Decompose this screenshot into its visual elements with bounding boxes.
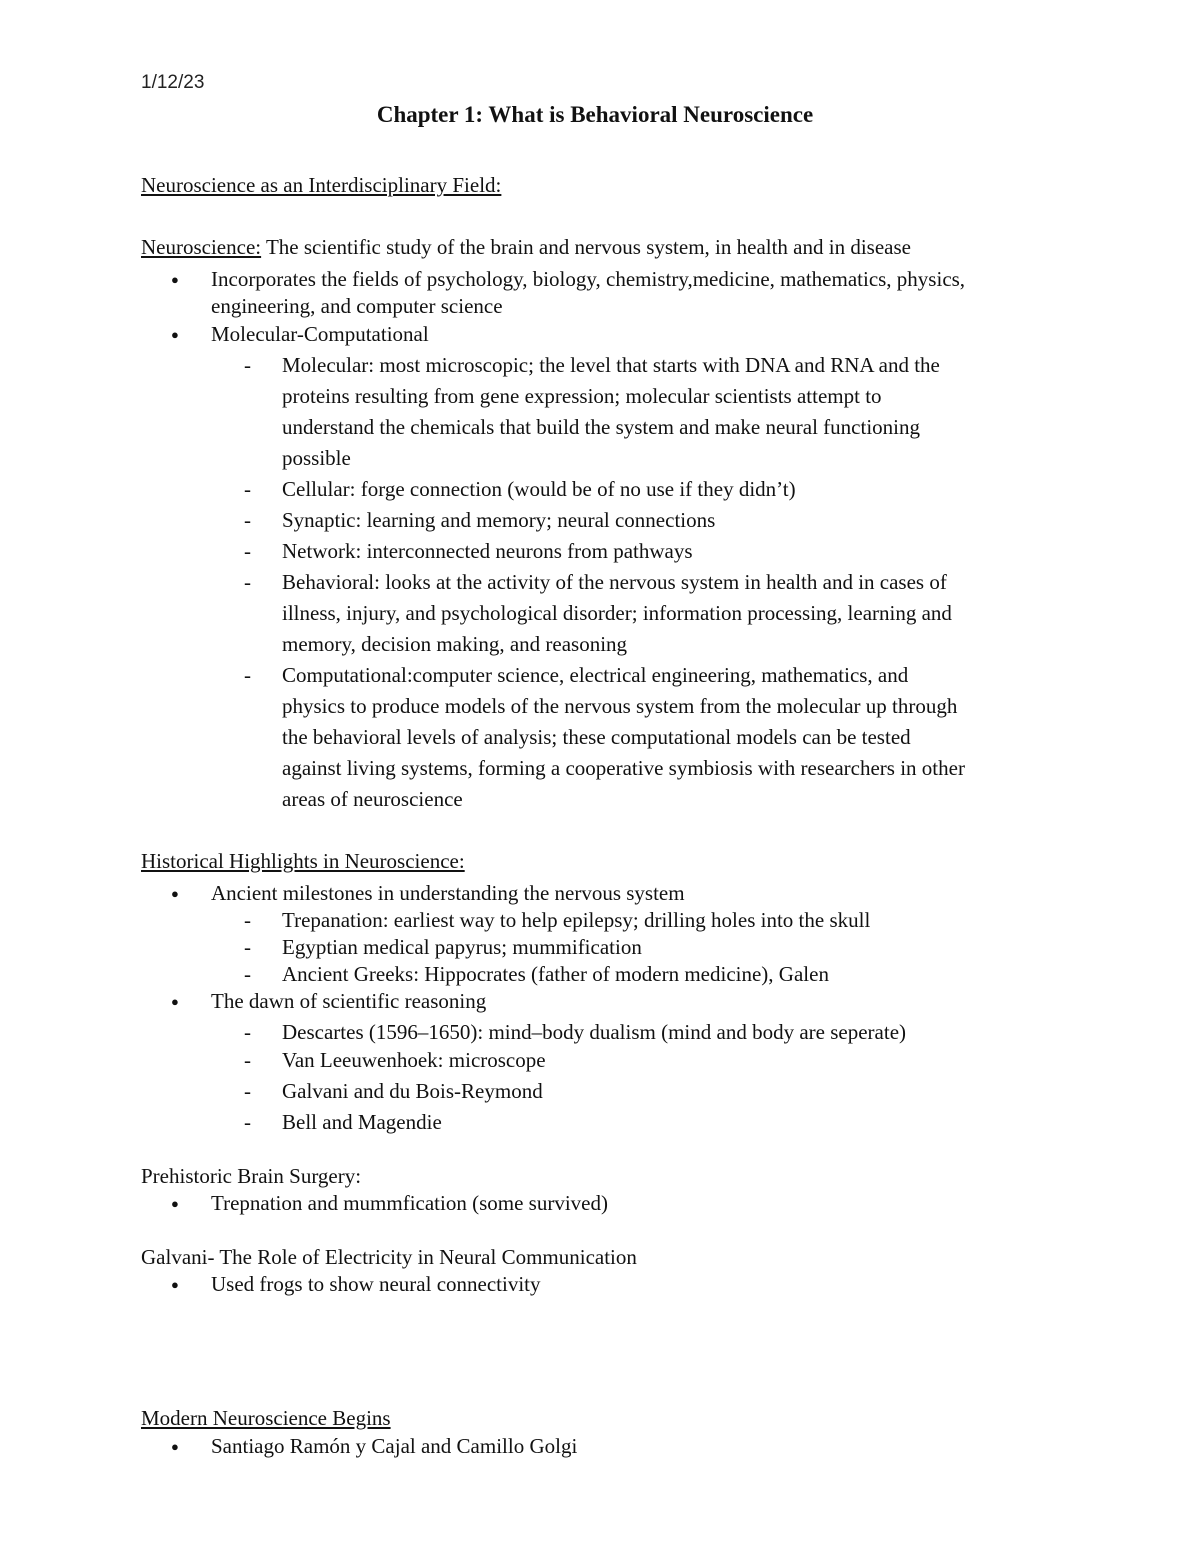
dash-item [244, 935, 642, 960]
bullet-item [171, 1191, 608, 1216]
bullet-item [171, 322, 429, 347]
bullet-item [171, 989, 486, 1014]
bullet-icon: ● [171, 994, 179, 1009]
bullet-text-continued: engineering, and computer science [211, 294, 503, 318]
dash-item [244, 663, 908, 688]
bullet-item [171, 267, 965, 292]
bullet-text: Used frogs to show neural connectivity [211, 1272, 541, 1296]
bullet-text: Santiago Ramón y Cajal and Camillo Golgi [211, 1434, 578, 1458]
dash-text-continued: possible [282, 446, 351, 470]
dash-text-continued: memory, decision making, and reasoning [282, 632, 628, 656]
dash-icon: - [244, 477, 251, 501]
dash-text-continued: understand the chemicals that build the system and make neural functioning [282, 415, 920, 439]
section-heading-historical: Historical Highlights in Neuroscience: [141, 849, 465, 873]
document-date: 1/12/23 [141, 72, 205, 93]
dash-text: Computational:computer science, electrical engineering, mathematics, and [282, 663, 909, 687]
dash-text-continued: areas of neuroscience [282, 787, 463, 811]
bullet-text: Trepnation and mummfication (some survived) [211, 1191, 608, 1215]
section-heading-modern: Modern Neuroscience Begins [141, 1406, 391, 1430]
dash-icon: - [244, 935, 251, 959]
dash-icon: - [244, 1079, 251, 1103]
dash-text: Synaptic: learning and memory; neural connections [282, 508, 716, 532]
bullet-icon: ● [171, 327, 179, 342]
section-heading-galvani: Galvani- The Role of Electricity in Neural Communication [141, 1245, 637, 1269]
neuroscience-definition [141, 235, 911, 260]
dash-icon: - [244, 1020, 251, 1044]
dash-item [244, 477, 796, 502]
dash-icon: - [244, 962, 251, 986]
bullet-text: Incorporates the fields of psychology, biology, chemistry,medicine, mathematics, physics, [211, 267, 966, 291]
dash-text: Galvani and du Bois-Reymond [282, 1079, 543, 1103]
bullet-icon: ● [171, 1196, 179, 1211]
bullet-icon: ● [171, 1277, 179, 1292]
bullet-icon: ● [171, 272, 179, 287]
definition-text: The scientific study of the brain and nervous system, in health and in disease [261, 235, 911, 259]
dash-text-continued: illness, injury, and psychological disorder; information processing, learning and [282, 601, 952, 625]
dash-item [244, 1110, 442, 1135]
dash-icon: - [244, 1110, 251, 1134]
section-heading-interdisciplinary: Neuroscience as an Interdisciplinary Field: [141, 173, 502, 197]
section-heading-prehistoric: Prehistoric Brain Surgery: [141, 1164, 362, 1188]
dash-text-continued: against living systems, forming a cooperative symbiosis with researchers in other [282, 756, 965, 780]
dash-icon: - [244, 353, 251, 377]
dash-text-continued: proteins resulting from gene expression; molecular scientists attempt to [282, 384, 882, 408]
bullet-text: Ancient milestones in understanding the nervous system [211, 881, 685, 905]
dash-icon: - [244, 1048, 251, 1072]
dash-text: Molecular: most microscopic; the level that starts with DNA and RNA and the [282, 353, 940, 377]
dash-text: Ancient Greeks: Hippocrates (father of modern medicine), Galen [282, 962, 829, 986]
dash-icon: - [244, 508, 251, 532]
dash-icon: - [244, 539, 251, 563]
dash-text: Network: interconnected neurons from pathways [282, 539, 693, 563]
bullet-icon: ● [171, 886, 179, 901]
dash-item [244, 1079, 543, 1104]
definition-term: Neuroscience: [141, 235, 262, 259]
bullet-item [171, 881, 685, 906]
bullet-item [171, 1272, 541, 1297]
dash-icon: - [244, 663, 251, 687]
dash-item [244, 1048, 546, 1073]
dash-text: Bell and Magendie [282, 1110, 442, 1134]
dash-text: Egyptian medical papyrus; mummification [282, 935, 642, 959]
dash-item [244, 908, 870, 933]
dash-item [244, 1020, 906, 1045]
dash-item [244, 570, 947, 595]
dash-item [244, 353, 940, 378]
dash-text: Behavioral: looks at the activity of the nervous system in health and in cases of [282, 570, 947, 594]
dash-text: Cellular: forge connection (would be of no use if they didn’t) [282, 477, 796, 501]
chapter-title: Chapter 1: What is Behavioral Neuroscience [376, 102, 814, 127]
bullet-text: Molecular-Computational [211, 322, 429, 346]
dash-text: Descartes (1596–1650): mind–body dualism (mind and body are seperate) [282, 1020, 907, 1044]
dash-icon: - [244, 570, 251, 594]
bullet-text: The dawn of scientific reasoning [211, 989, 487, 1013]
dash-text-continued: physics to produce models of the nervous system from the molecular up through [282, 694, 958, 718]
bullet-item [171, 1434, 577, 1459]
dash-text: Van Leeuwenhoek: microscope [282, 1048, 546, 1072]
dash-text-continued: the behavioral levels of analysis; these computational models can be tested [282, 725, 911, 749]
dash-item [244, 539, 693, 564]
dash-item [244, 962, 829, 987]
dash-icon: - [244, 908, 251, 932]
bullet-icon: ● [171, 1439, 179, 1454]
dash-text: Trepanation: earliest way to help epilepsy; drilling holes into the skull [282, 908, 871, 932]
dash-item [244, 508, 715, 533]
